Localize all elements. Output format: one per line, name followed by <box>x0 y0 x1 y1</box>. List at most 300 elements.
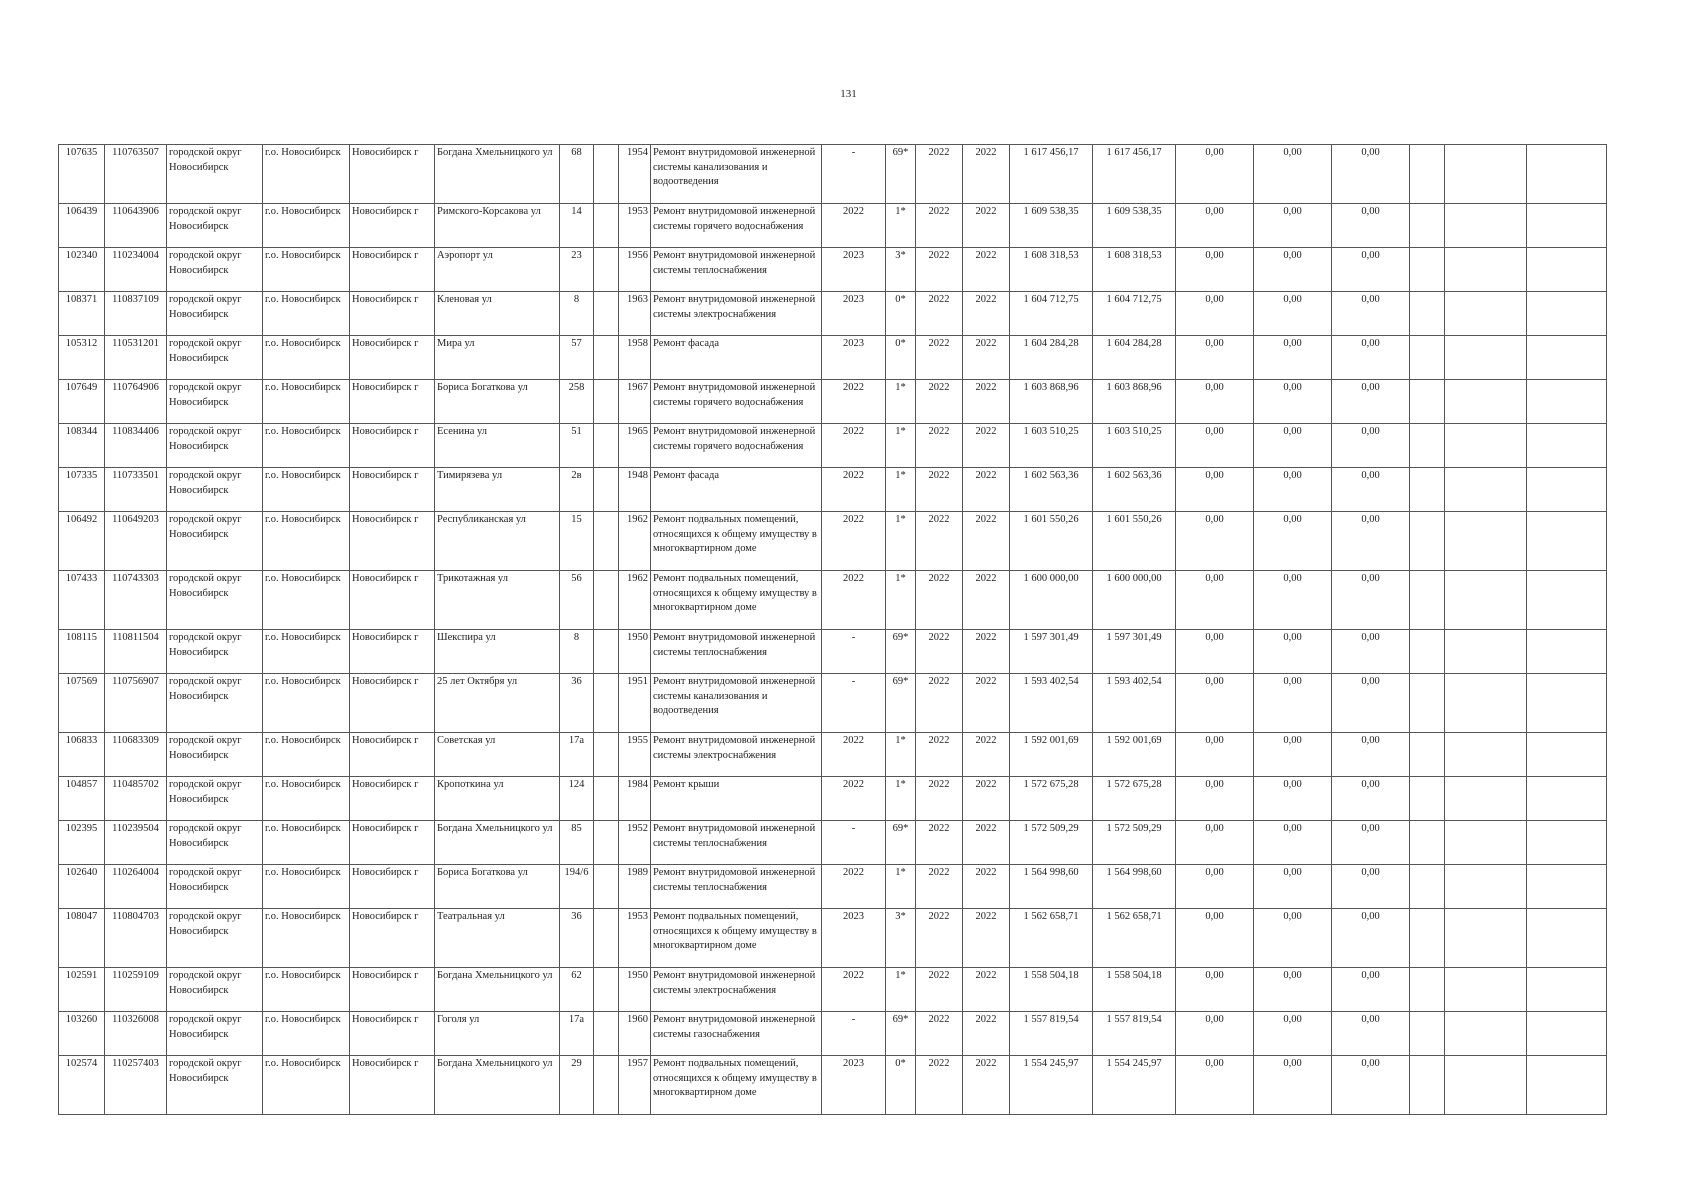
year-built-cell: 1953 <box>619 204 651 248</box>
year-end-cell: 2022 <box>963 777 1010 821</box>
empty-cell <box>1410 204 1445 248</box>
code-cell: 110485702 <box>105 777 167 821</box>
cost-total-cell: 1 602 563,36 <box>1093 468 1176 512</box>
code-cell: 110264004 <box>105 865 167 909</box>
value-cell: 0,00 <box>1254 248 1332 292</box>
table-row <box>59 512 1607 571</box>
district-cell: городской округ Новосибирск <box>167 968 263 1012</box>
municipality-cell: г.о. Новосибирск <box>263 733 350 777</box>
year-start-cell: 2022 <box>916 380 963 424</box>
city-cell: Новосибирск г <box>350 674 435 733</box>
cost-cell: 1 617 456,17 <box>1010 145 1093 204</box>
year-built-cell: 1956 <box>619 248 651 292</box>
code-cell: 110764906 <box>105 380 167 424</box>
value-cell: 0,00 <box>1332 145 1410 204</box>
empty-cell <box>1445 468 1527 512</box>
year-cell: 2022 <box>822 571 886 630</box>
empty-cell <box>1527 380 1607 424</box>
blank-cell <box>594 248 619 292</box>
city-cell: Новосибирск г <box>350 733 435 777</box>
year-end-cell: 2022 <box>963 468 1010 512</box>
house-cell: 36 <box>560 909 594 968</box>
blank-cell <box>594 336 619 380</box>
code-cell: 110683309 <box>105 733 167 777</box>
street-cell: Мира ул <box>435 336 560 380</box>
table-row <box>59 630 1607 674</box>
year-built-cell: 1950 <box>619 630 651 674</box>
year-start-cell: 2022 <box>916 248 963 292</box>
table-row <box>59 1056 1607 1115</box>
work-type-cell: Ремонт внутридомовой инженерной системы теплоснабжения <box>651 865 822 909</box>
work-type-cell: Ремонт подвальных помещений, относящихся к общему имуществу в многоквартирном доме <box>651 1056 822 1115</box>
district-cell: городской округ Новосибирск <box>167 248 263 292</box>
work-type-cell: Ремонт внутридомовой инженерной системы канализования и водоотведения <box>651 145 822 204</box>
municipality-cell: г.о. Новосибирск <box>263 468 350 512</box>
code-cell: 110834406 <box>105 424 167 468</box>
year-cell: 2022 <box>822 380 886 424</box>
year-end-cell: 2022 <box>963 380 1010 424</box>
record-id-cell: 107635 <box>59 145 105 204</box>
value-cell: 0,00 <box>1254 468 1332 512</box>
work-type-cell: Ремонт внутридомовой инженерной системы теплоснабжения <box>651 630 822 674</box>
value-cell: 0,00 <box>1332 777 1410 821</box>
code-cell: 110257403 <box>105 1056 167 1115</box>
city-cell: Новосибирск г <box>350 968 435 1012</box>
house-cell: 17а <box>560 1012 594 1056</box>
blank-cell <box>594 674 619 733</box>
cost-cell: 1 609 538,35 <box>1010 204 1093 248</box>
code-cell: 110733501 <box>105 468 167 512</box>
value-cell: 0,00 <box>1332 468 1410 512</box>
year-start-cell: 2022 <box>916 336 963 380</box>
value-cell: 0,00 <box>1176 204 1254 248</box>
city-cell: Новосибирск г <box>350 821 435 865</box>
year-built-cell: 1955 <box>619 733 651 777</box>
value-cell: 0,00 <box>1176 512 1254 571</box>
cost-total-cell: 1 592 001,69 <box>1093 733 1176 777</box>
municipality-cell: г.о. Новосибирск <box>263 865 350 909</box>
cost-cell: 1 603 868,96 <box>1010 380 1093 424</box>
empty-cell <box>1410 674 1445 733</box>
code-mark-cell: 1* <box>886 380 916 424</box>
year-end-cell: 2022 <box>963 821 1010 865</box>
year-cell: - <box>822 1012 886 1056</box>
street-cell: Аэропорт ул <box>435 248 560 292</box>
year-end-cell: 2022 <box>963 1012 1010 1056</box>
value-cell: 0,00 <box>1176 424 1254 468</box>
street-cell: Есенина ул <box>435 424 560 468</box>
district-cell: городской округ Новосибирск <box>167 1056 263 1115</box>
code-mark-cell: 69* <box>886 145 916 204</box>
empty-cell <box>1445 424 1527 468</box>
cost-cell: 1 572 509,29 <box>1010 821 1093 865</box>
municipality-cell: г.о. Новосибирск <box>263 424 350 468</box>
city-cell: Новосибирск г <box>350 865 435 909</box>
record-id-cell: 102340 <box>59 248 105 292</box>
municipality-cell: г.о. Новосибирск <box>263 630 350 674</box>
work-type-cell: Ремонт подвальных помещений, относящихся к общему имуществу в многоквартирном доме <box>651 909 822 968</box>
district-cell: городской округ Новосибирск <box>167 380 263 424</box>
work-type-cell: Ремонт внутридомовой инженерной системы электроснабжения <box>651 968 822 1012</box>
cost-total-cell: 1 572 675,28 <box>1093 777 1176 821</box>
page-number: 131 <box>840 88 857 100</box>
empty-cell <box>1410 909 1445 968</box>
empty-cell <box>1527 468 1607 512</box>
year-cell: 2023 <box>822 909 886 968</box>
record-id-cell: 104857 <box>59 777 105 821</box>
year-cell: 2022 <box>822 968 886 1012</box>
code-mark-cell: 0* <box>886 336 916 380</box>
house-cell: 8 <box>560 292 594 336</box>
value-cell: 0,00 <box>1332 292 1410 336</box>
code-mark-cell: 3* <box>886 248 916 292</box>
record-id-cell: 107433 <box>59 571 105 630</box>
code-mark-cell: 69* <box>886 1012 916 1056</box>
empty-cell <box>1410 630 1445 674</box>
code-cell: 110743303 <box>105 571 167 630</box>
value-cell: 0,00 <box>1176 468 1254 512</box>
cost-cell: 1 592 001,69 <box>1010 733 1093 777</box>
year-cell: - <box>822 674 886 733</box>
code-mark-cell: 69* <box>886 821 916 865</box>
table-row <box>59 424 1607 468</box>
empty-cell <box>1445 821 1527 865</box>
year-start-cell: 2022 <box>916 468 963 512</box>
empty-cell <box>1410 821 1445 865</box>
year-start-cell: 2022 <box>916 865 963 909</box>
house-cell: 8 <box>560 630 594 674</box>
city-cell: Новосибирск г <box>350 909 435 968</box>
code-cell: 110643906 <box>105 204 167 248</box>
municipality-cell: г.о. Новосибирск <box>263 248 350 292</box>
year-built-cell: 1967 <box>619 380 651 424</box>
work-type-cell: Ремонт внутридомовой инженерной системы теплоснабжения <box>651 248 822 292</box>
street-cell: Республиканская ул <box>435 512 560 571</box>
empty-cell <box>1445 1012 1527 1056</box>
table-row <box>59 777 1607 821</box>
city-cell: Новосибирск г <box>350 145 435 204</box>
city-cell: Новосибирск г <box>350 777 435 821</box>
value-cell: 0,00 <box>1176 821 1254 865</box>
year-cell: 2022 <box>822 512 886 571</box>
value-cell: 0,00 <box>1254 777 1332 821</box>
code-cell: 110837109 <box>105 292 167 336</box>
blank-cell <box>594 865 619 909</box>
work-type-cell: Ремонт подвальных помещений, относящихся к общему имуществу в многоквартирном доме <box>651 512 822 571</box>
year-end-cell: 2022 <box>963 145 1010 204</box>
year-start-cell: 2022 <box>916 424 963 468</box>
empty-cell <box>1445 968 1527 1012</box>
city-cell: Новосибирск г <box>350 1012 435 1056</box>
value-cell: 0,00 <box>1332 512 1410 571</box>
value-cell: 0,00 <box>1332 909 1410 968</box>
municipality-cell: г.о. Новосибирск <box>263 1012 350 1056</box>
empty-cell <box>1527 674 1607 733</box>
table-row <box>59 292 1607 336</box>
value-cell: 0,00 <box>1332 821 1410 865</box>
value-cell: 0,00 <box>1254 1056 1332 1115</box>
year-end-cell: 2022 <box>963 733 1010 777</box>
municipality-cell: г.о. Новосибирск <box>263 204 350 248</box>
year-end-cell: 2022 <box>963 248 1010 292</box>
year-start-cell: 2022 <box>916 630 963 674</box>
year-end-cell: 2022 <box>963 968 1010 1012</box>
empty-cell <box>1527 968 1607 1012</box>
empty-cell <box>1527 512 1607 571</box>
year-cell: 2022 <box>822 777 886 821</box>
blank-cell <box>594 512 619 571</box>
year-cell: 2022 <box>822 468 886 512</box>
street-cell: Шекспира ул <box>435 630 560 674</box>
cost-total-cell: 1 604 284,28 <box>1093 336 1176 380</box>
house-cell: 51 <box>560 424 594 468</box>
code-mark-cell: 1* <box>886 204 916 248</box>
table-row <box>59 968 1607 1012</box>
value-cell: 0,00 <box>1332 630 1410 674</box>
record-id-cell: 106833 <box>59 733 105 777</box>
table-row <box>59 909 1607 968</box>
year-built-cell: 1948 <box>619 468 651 512</box>
code-mark-cell: 1* <box>886 733 916 777</box>
municipality-cell: г.о. Новосибирск <box>263 777 350 821</box>
record-id-cell: 103260 <box>59 1012 105 1056</box>
year-built-cell: 1989 <box>619 865 651 909</box>
cost-cell: 1 604 284,28 <box>1010 336 1093 380</box>
code-cell: 110811504 <box>105 630 167 674</box>
work-type-cell: Ремонт внутридомовой инженерной системы горячего водоснабжения <box>651 380 822 424</box>
work-type-cell: Ремонт внутридомовой инженерной системы электроснабжения <box>651 733 822 777</box>
street-cell: Театральная ул <box>435 909 560 968</box>
table-row <box>59 821 1607 865</box>
table-row <box>59 380 1607 424</box>
blank-cell <box>594 821 619 865</box>
empty-cell <box>1410 512 1445 571</box>
municipality-cell: г.о. Новосибирск <box>263 336 350 380</box>
empty-cell <box>1410 145 1445 204</box>
empty-cell <box>1445 674 1527 733</box>
district-cell: городской округ Новосибирск <box>167 909 263 968</box>
code-mark-cell: 1* <box>886 777 916 821</box>
empty-cell <box>1410 468 1445 512</box>
value-cell: 0,00 <box>1332 424 1410 468</box>
blank-cell <box>594 968 619 1012</box>
cost-total-cell: 1 558 504,18 <box>1093 968 1176 1012</box>
year-end-cell: 2022 <box>963 336 1010 380</box>
value-cell: 0,00 <box>1176 630 1254 674</box>
work-type-cell: Ремонт фасада <box>651 336 822 380</box>
cost-cell: 1 554 245,97 <box>1010 1056 1093 1115</box>
municipality-cell: г.о. Новосибирск <box>263 1056 350 1115</box>
blank-cell <box>594 468 619 512</box>
code-cell: 110649203 <box>105 512 167 571</box>
year-built-cell: 1951 <box>619 674 651 733</box>
value-cell: 0,00 <box>1254 733 1332 777</box>
table-row <box>59 336 1607 380</box>
empty-cell <box>1445 292 1527 336</box>
city-cell: Новосибирск г <box>350 424 435 468</box>
value-cell: 0,00 <box>1254 571 1332 630</box>
house-cell: 57 <box>560 336 594 380</box>
city-cell: Новосибирск г <box>350 468 435 512</box>
district-cell: городской округ Новосибирск <box>167 145 263 204</box>
street-cell: 25 лет Октября ул <box>435 674 560 733</box>
code-mark-cell: 1* <box>886 865 916 909</box>
cost-total-cell: 1 557 819,54 <box>1093 1012 1176 1056</box>
municipality-cell: г.о. Новосибирск <box>263 145 350 204</box>
value-cell: 0,00 <box>1332 1056 1410 1115</box>
empty-cell <box>1410 248 1445 292</box>
cost-cell: 1 557 819,54 <box>1010 1012 1093 1056</box>
value-cell: 0,00 <box>1176 968 1254 1012</box>
year-start-cell: 2022 <box>916 571 963 630</box>
empty-cell <box>1527 733 1607 777</box>
value-cell: 0,00 <box>1254 145 1332 204</box>
work-type-cell: Ремонт фасада <box>651 468 822 512</box>
year-cell: 2022 <box>822 733 886 777</box>
empty-cell <box>1410 968 1445 1012</box>
record-id-cell: 102640 <box>59 865 105 909</box>
empty-cell <box>1527 145 1607 204</box>
value-cell: 0,00 <box>1176 248 1254 292</box>
municipality-cell: г.о. Новосибирск <box>263 292 350 336</box>
blank-cell <box>594 733 619 777</box>
record-id-cell: 108047 <box>59 909 105 968</box>
street-cell: Тимирязева ул <box>435 468 560 512</box>
year-cell: 2023 <box>822 336 886 380</box>
value-cell: 0,00 <box>1254 292 1332 336</box>
empty-cell <box>1527 248 1607 292</box>
cost-cell: 1 562 658,71 <box>1010 909 1093 968</box>
empty-cell <box>1410 380 1445 424</box>
year-cell: 2022 <box>822 865 886 909</box>
city-cell: Новосибирск г <box>350 292 435 336</box>
city-cell: Новосибирск г <box>350 204 435 248</box>
empty-cell <box>1445 865 1527 909</box>
cost-total-cell: 1 597 301,49 <box>1093 630 1176 674</box>
year-built-cell: 1957 <box>619 1056 651 1115</box>
district-cell: городской округ Новосибирск <box>167 468 263 512</box>
municipality-cell: г.о. Новосибирск <box>263 909 350 968</box>
record-id-cell: 106439 <box>59 204 105 248</box>
empty-cell <box>1527 865 1607 909</box>
year-built-cell: 1952 <box>619 821 651 865</box>
street-cell: Бориса Богаткова ул <box>435 380 560 424</box>
year-end-cell: 2022 <box>963 424 1010 468</box>
table-row <box>59 674 1607 733</box>
empty-cell <box>1527 336 1607 380</box>
table-row <box>59 733 1607 777</box>
value-cell: 0,00 <box>1176 292 1254 336</box>
year-start-cell: 2022 <box>916 909 963 968</box>
year-end-cell: 2022 <box>963 512 1010 571</box>
district-cell: городской округ Новосибирск <box>167 204 263 248</box>
empty-cell <box>1527 292 1607 336</box>
value-cell: 0,00 <box>1176 674 1254 733</box>
cost-cell: 1 572 675,28 <box>1010 777 1093 821</box>
empty-cell <box>1445 571 1527 630</box>
year-cell: 2023 <box>822 1056 886 1115</box>
blank-cell <box>594 777 619 821</box>
city-cell: Новосибирск г <box>350 630 435 674</box>
house-cell: 14 <box>560 204 594 248</box>
blank-cell <box>594 571 619 630</box>
value-cell: 0,00 <box>1254 336 1332 380</box>
year-built-cell: 1954 <box>619 145 651 204</box>
empty-cell <box>1527 424 1607 468</box>
district-cell: городской округ Новосибирск <box>167 821 263 865</box>
table-body <box>59 145 1607 1115</box>
value-cell: 0,00 <box>1332 968 1410 1012</box>
work-type-cell: Ремонт внутридомовой инженерной системы теплоснабжения <box>651 821 822 865</box>
city-cell: Новосибирск г <box>350 512 435 571</box>
year-built-cell: 1962 <box>619 512 651 571</box>
cost-total-cell: 1 608 318,53 <box>1093 248 1176 292</box>
value-cell: 0,00 <box>1254 512 1332 571</box>
value-cell: 0,00 <box>1176 380 1254 424</box>
empty-cell <box>1445 336 1527 380</box>
table-row <box>59 1012 1607 1056</box>
blank-cell <box>594 145 619 204</box>
code-cell: 110804703 <box>105 909 167 968</box>
street-cell: Богдана Хмельницкого ул <box>435 821 560 865</box>
year-start-cell: 2022 <box>916 292 963 336</box>
cost-cell: 1 603 510,25 <box>1010 424 1093 468</box>
cost-cell: 1 593 402,54 <box>1010 674 1093 733</box>
empty-cell <box>1445 733 1527 777</box>
value-cell: 0,00 <box>1254 204 1332 248</box>
value-cell: 0,00 <box>1176 571 1254 630</box>
district-cell: городской округ Новосибирск <box>167 571 263 630</box>
year-start-cell: 2022 <box>916 512 963 571</box>
house-cell: 68 <box>560 145 594 204</box>
empty-cell <box>1410 1012 1445 1056</box>
cost-total-cell: 1 554 245,97 <box>1093 1056 1176 1115</box>
empty-cell <box>1445 204 1527 248</box>
empty-cell <box>1445 1056 1527 1115</box>
work-type-cell: Ремонт подвальных помещений, относящихся к общему имуществу в многоквартирном доме <box>651 571 822 630</box>
code-mark-cell: 3* <box>886 909 916 968</box>
year-cell: - <box>822 821 886 865</box>
value-cell: 0,00 <box>1254 968 1332 1012</box>
year-built-cell: 1950 <box>619 968 651 1012</box>
year-built-cell: 1984 <box>619 777 651 821</box>
value-cell: 0,00 <box>1176 777 1254 821</box>
code-cell: 110531201 <box>105 336 167 380</box>
year-built-cell: 1965 <box>619 424 651 468</box>
year-built-cell: 1960 <box>619 1012 651 1056</box>
year-end-cell: 2022 <box>963 630 1010 674</box>
value-cell: 0,00 <box>1254 821 1332 865</box>
code-mark-cell: 0* <box>886 1056 916 1115</box>
table-row <box>59 865 1607 909</box>
value-cell: 0,00 <box>1254 380 1332 424</box>
table-row <box>59 145 1607 204</box>
empty-cell <box>1410 733 1445 777</box>
code-mark-cell: 1* <box>886 571 916 630</box>
work-type-cell: Ремонт внутридомовой инженерной системы электроснабжения <box>651 292 822 336</box>
empty-cell <box>1445 145 1527 204</box>
empty-cell <box>1527 1012 1607 1056</box>
district-cell: городской округ Новосибирск <box>167 674 263 733</box>
empty-cell <box>1527 1056 1607 1115</box>
empty-cell <box>1445 909 1527 968</box>
empty-cell <box>1410 865 1445 909</box>
value-cell: 0,00 <box>1332 204 1410 248</box>
cost-total-cell: 1 600 000,00 <box>1093 571 1176 630</box>
blank-cell <box>594 292 619 336</box>
value-cell: 0,00 <box>1176 865 1254 909</box>
empty-cell <box>1445 777 1527 821</box>
